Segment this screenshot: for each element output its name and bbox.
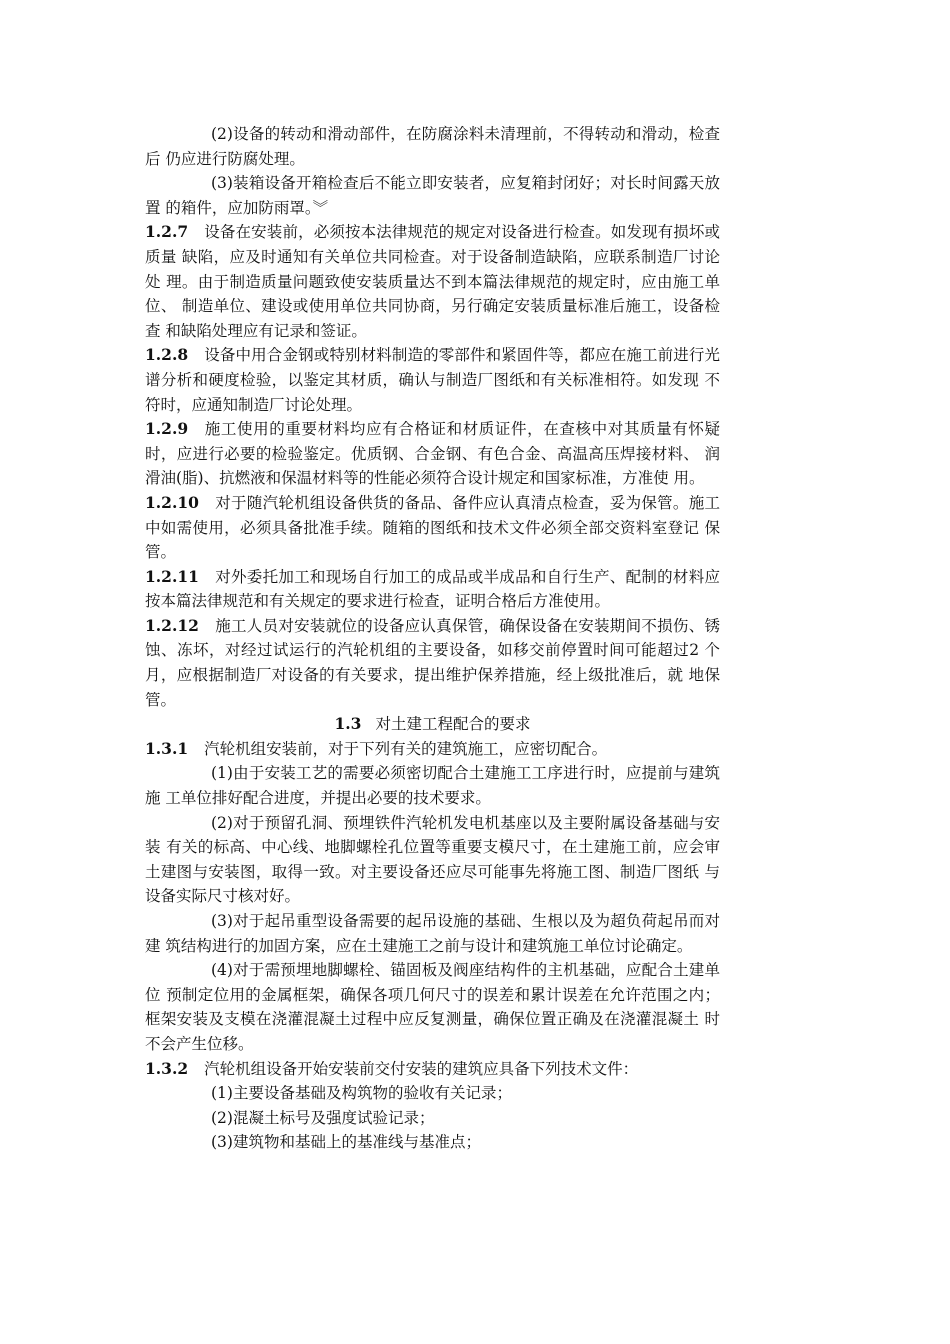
section-heading-1-3 [145, 712, 720, 737]
clause-number: 1.3.1 [145, 738, 189, 758]
clause-text: 汽轮机组设备开始安装前交付安装的建筑应具备下列技术文件： [204, 1059, 639, 1078]
clause-1-2-7 [145, 220, 720, 343]
clause-text: 施工使用的重要材料均应有合格证和材质证件，在查核中对其质量有怀疑 时，应进行必要的检验鉴定。优质钢、合金钢、有色合金、高温高压焊接材料、 润滑油(脂)、抗燃液和保温材料等的性能必须符合设计规定和国家标准，方准使 用。 [145, 420, 720, 488]
paragraph-2 [145, 122, 720, 171]
clause-number: 1.2.7 [145, 222, 189, 242]
clause-1-2-12 [145, 614, 720, 712]
clause-text: 汽轮机组安装前，对于下列有关的建筑施工，应密切配合。 [204, 739, 608, 758]
paragraph-1-3-1-item-4 [145, 958, 720, 1056]
list-item-text: (1)主要设备基础及构筑物的验收有关记录； [211, 1084, 512, 1103]
document-body [145, 122, 720, 1155]
paragraph-text: (2)设备的转动和滑动部件，在防腐涂料未清理前，不得转动和滑动，检查后 仍应进行防腐处理。 [145, 125, 720, 168]
clause-1-3-1 [145, 737, 720, 762]
paragraph-text: (3)对于起吊重型设备需要的起吊设施的基础、生根以及为超负荷起吊而对建 筑结构进行的加固方案，应在土建施工之前与设计和建筑施工单位讨论确定。 [145, 912, 720, 955]
paragraph-text: (2)对于预留孔洞、预埋铁件汽轮机发电机基座以及主要附属设备基础与安装 有关的标高、中心线、地脚螺栓孔位置等重要支模尺寸，在土建施工前，应会审 土建图与安装图，取得一致。对主要设备还应尽可能事先将施工图、制造厂图纸 与设备实际尺寸核对好。 [145, 813, 720, 906]
paragraph-1-3-1-item-2 [145, 811, 720, 909]
clause-1-2-9 [145, 417, 720, 491]
clause-text: 对于随汽轮机组设备供货的备品、备件应认真清点检查，妥为保管。施工 中如需使用，必须具备批准手续。随箱的图纸和技术文件必须全部交资料室登记 保管。 [145, 493, 720, 562]
paragraph-text: (1)由于安装工艺的需要必须密切配合土建施工工序进行时，应提前与建筑施 工单位排好配合进度，并提出必要的技术要求。 [145, 764, 720, 808]
paragraph-text: (3)装箱设备开箱检查后不能立即安装者，应复箱封闭好；对长时间露天放置 的箱件，应加防雨罩。︾ [145, 174, 720, 217]
clause-1-2-10 [145, 491, 720, 565]
clause-number: 1.3.2 [145, 1058, 189, 1078]
list-item-text: (3)建筑物和基础上的基准线与基准点； [211, 1133, 481, 1152]
clause-1-2-8 [145, 343, 720, 417]
clause-1-3-2 [145, 1057, 720, 1082]
clause-text: 对外委托加工和现场自行加工的成品或半成品和自行生产、配制的材料应 按本篇法律规范和有关规定的要求进行检查，证明合格后方准使用。 [145, 567, 720, 611]
section-number: 1.3 [334, 714, 362, 734]
list-item-2 [145, 1106, 720, 1131]
paragraph-1-3-1-item-1 [145, 761, 720, 810]
clause-number: 1.2.12 [145, 615, 199, 635]
list-item-1 [145, 1081, 720, 1106]
clause-text: 设备在安装前，必须按本法律规范的规定对设备进行检查。如发现有损坏或质量 缺陷，应及时通知有关单位共同检查。对于设备制造缺陷，应联系制造厂讨论处 理。由于制造质量问题致使安装质量达不到本篇法律规范的规定时，应由施工单位、 制造单位、建设或使用单位共同协商，另行确定安装质量标准后施工，设备检查 和缺陷处理应有记录和签证。 [145, 223, 720, 340]
clause-number: 1.2.10 [145, 492, 199, 512]
section-title: 对土建工程配合的要求 [375, 715, 531, 734]
clause-number: 1.2.11 [145, 566, 199, 586]
clause-number: 1.2.8 [145, 345, 189, 365]
clause-text: 设备中用合金钢或特别材料制造的零部件和紧固件等，都应在施工前进行光 谱分析和硬度检验，以鉴定其材质，确认与制造厂图纸和有关标准相符。如发现 不符时，应通知制造厂讨论处理。 [145, 346, 720, 414]
list-item-text: (2)混凝土标号及强度试验记录； [211, 1108, 435, 1127]
clause-text: 施工人员对安装就位的设备应认真保管，确保设备在安装期间不损伤、锈 蚀、冻坏，对经过试运行的汽轮机组的主要设备，如移交前停置时间可能超过2 个月，应根据制造厂对设备的有关要求，提出维护保养措施，经上级批准后，就 地保管。 [145, 616, 720, 709]
paragraph-1-3-1-item-3 [145, 909, 720, 958]
list-item-3 [145, 1130, 720, 1155]
clause-1-2-11 [145, 565, 720, 614]
paragraph-3 [145, 171, 720, 220]
paragraph-text: (4)对于需预埋地脚螺栓、锚固板及阀座结构件的主机基础，应配合土建单位 预制定位用的金属框架，确保各项几何尺寸的误差和累计误差在允许范围之内； 框架安装及支模在浇灌混凝土过程中应反复测量，确保位置正确及在浇灌混凝土 时不会产生位移。 [145, 961, 720, 1053]
clause-number: 1.2.9 [145, 419, 189, 439]
